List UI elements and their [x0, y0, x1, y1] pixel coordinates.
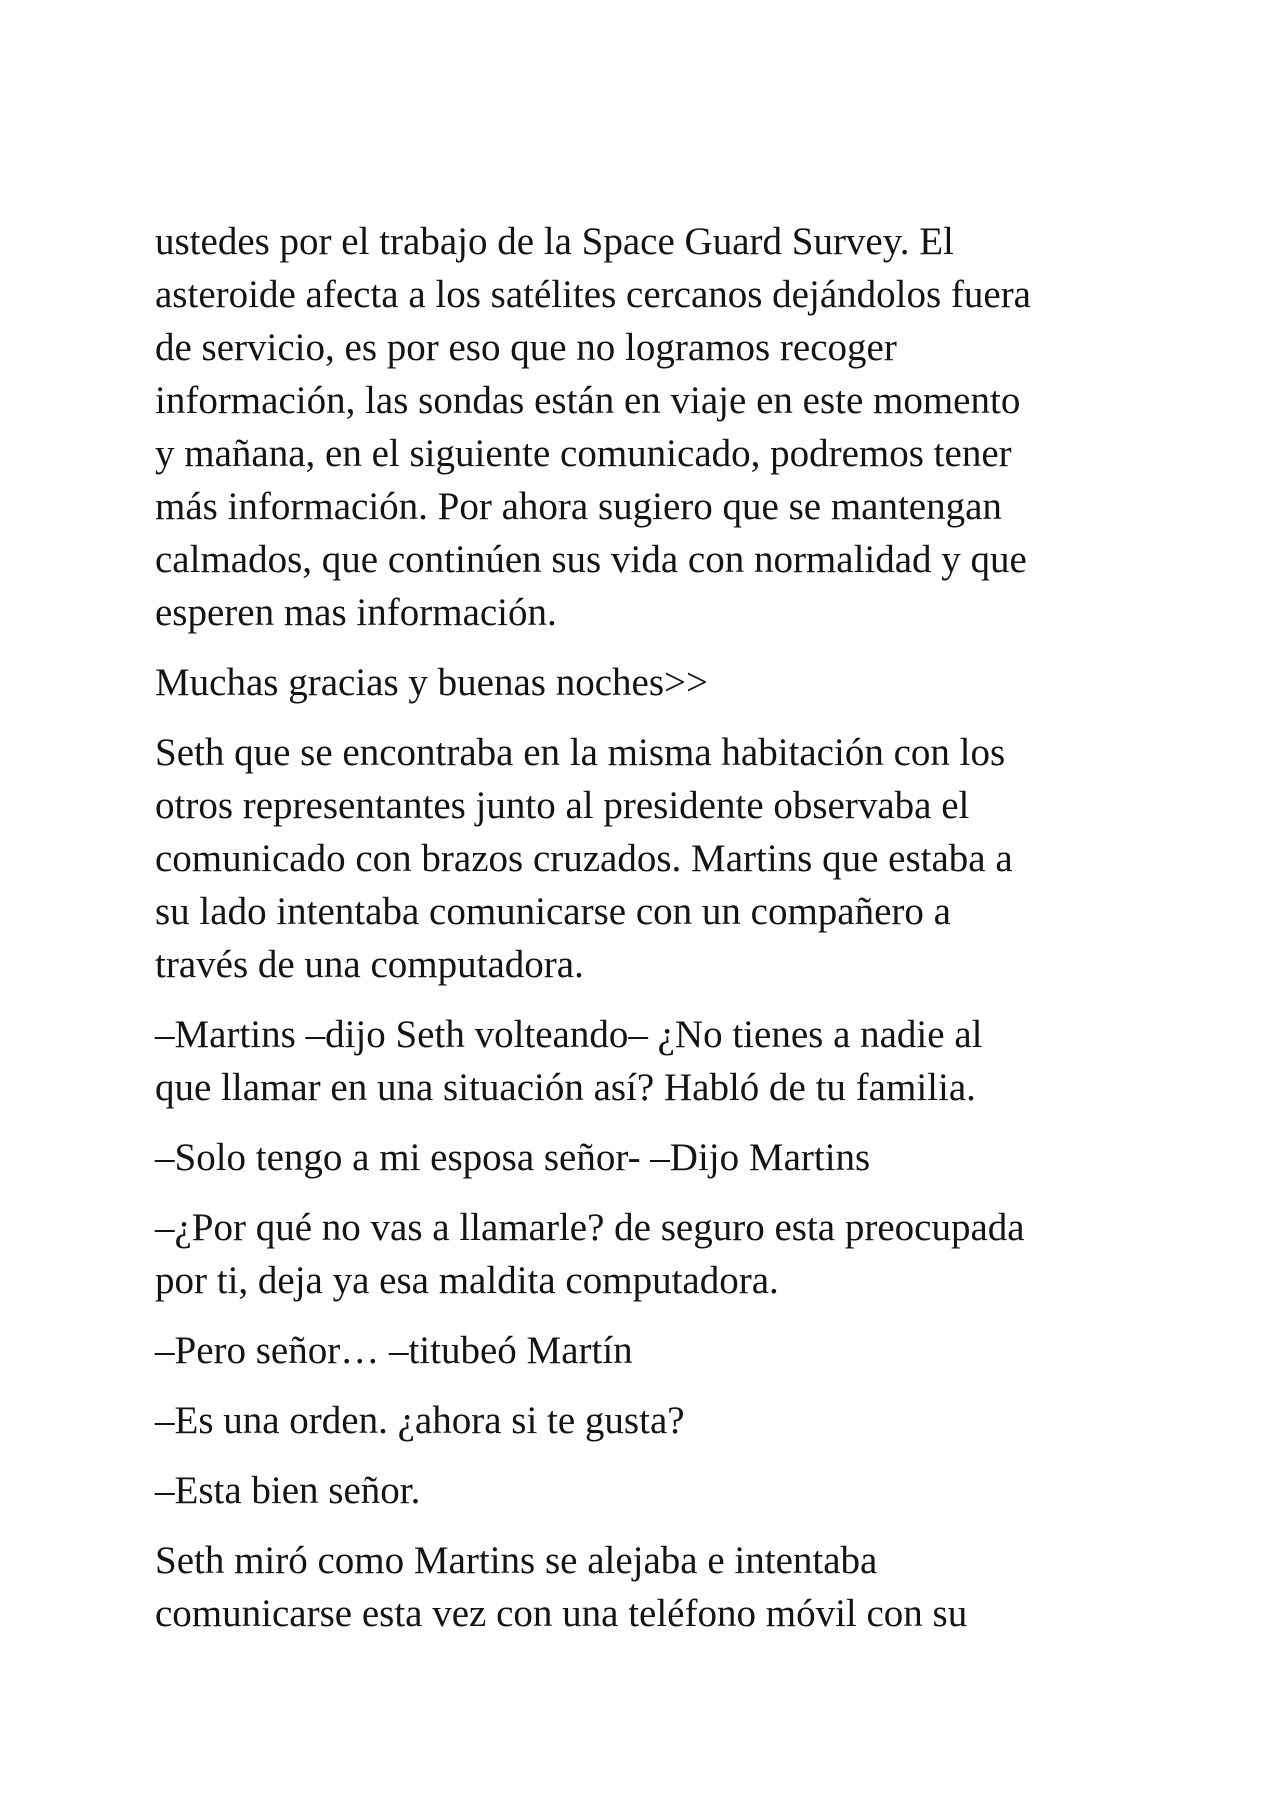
text-line: asteroide afecta a los satélites cercanos dejándolos fuera: [155, 273, 1031, 316]
text-line: –¿Por qué no vas a llamarle? de seguro esta preocupada: [155, 1206, 1025, 1249]
text-line: través de una computadora.: [155, 943, 584, 986]
text-line: comunicarse esta vez con una teléfono móvil con su: [155, 1592, 968, 1635]
text-line: y mañana, en el siguiente comunicado, podremos tener: [155, 432, 1012, 475]
text-line: –Martins –dijo Seth volteando– ¿No tienes a nadie al: [155, 1013, 983, 1056]
text-line: de servicio, es por eso que no logramos recoger: [155, 326, 897, 369]
body-text: [155, 215, 1145, 1657]
paragraph: [155, 656, 1145, 709]
text-line: Seth que se encontraba en la misma habitación con los: [155, 731, 1006, 774]
text-line: –Esta bien señor.: [155, 1469, 421, 1512]
text-line: información, las sondas están en viaje en este momento: [155, 379, 1021, 422]
text-line: comunicado con brazos cruzados. Martins que estaba a: [155, 837, 1013, 880]
paragraph: [155, 1008, 1145, 1114]
text-line: más información. Por ahora sugiero que se mantengan: [155, 485, 1002, 528]
paragraph: [155, 1131, 1145, 1184]
paragraph: [155, 215, 1145, 639]
paragraph: [155, 1201, 1145, 1307]
text-line: que llamar en una situación así? Habló de tu familia.: [155, 1066, 976, 1109]
paragraph: [155, 726, 1145, 991]
text-line: por ti, deja ya esa maldita computadora.: [155, 1259, 779, 1302]
text-line: –Solo tengo a mi esposa señor- –Dijo Martins: [155, 1136, 871, 1179]
text-line: Seth miró como Martins se alejaba e intentaba: [155, 1539, 878, 1582]
paragraph: [155, 1464, 1145, 1517]
text-line: calmados, que continúen sus vida con normalidad y que: [155, 538, 1027, 581]
text-line: Muchas gracias y buenas noches>>: [155, 661, 708, 704]
text-line: esperen mas información.: [155, 591, 557, 634]
paragraph: [155, 1394, 1145, 1447]
text-line: –Es una orden. ¿ahora si te gusta?: [155, 1399, 685, 1442]
text-line: otros representantes junto al presidente observaba el: [155, 784, 970, 827]
text-line: ustedes por el trabajo de la Space Guard Survey. El: [155, 220, 954, 263]
paragraph: [155, 1534, 1145, 1640]
paragraph: [155, 1324, 1145, 1377]
text-line: su lado intentaba comunicarse con un compañero a: [155, 890, 951, 933]
text-line: –Pero señor… –titubeó Martín: [155, 1329, 633, 1372]
